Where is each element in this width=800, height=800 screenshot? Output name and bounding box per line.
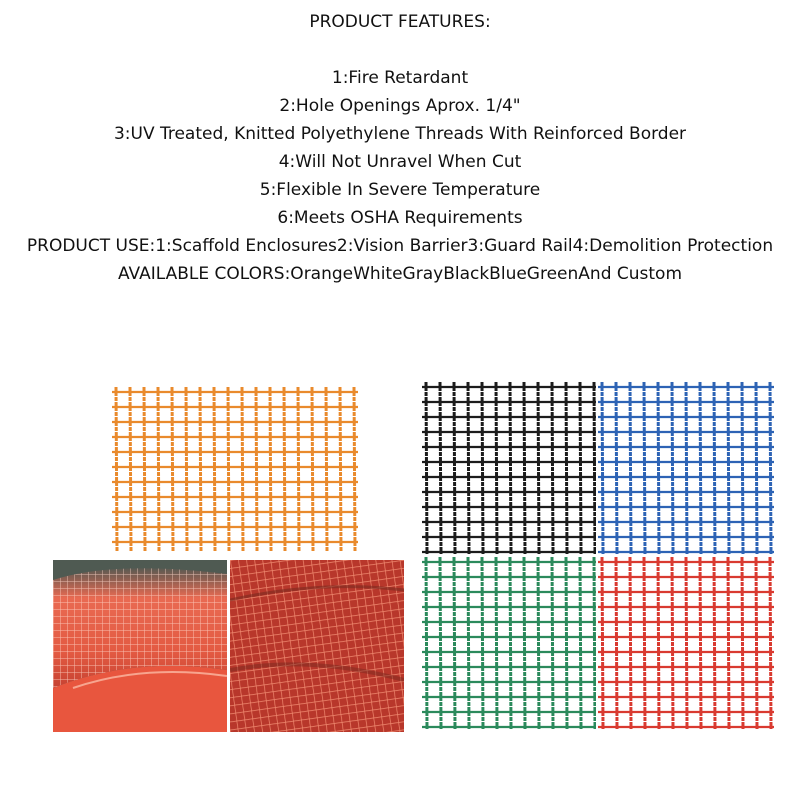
orange-mesh-image (112, 387, 358, 552)
rolled-red-mesh-photo (53, 560, 227, 732)
feature-item: 5:Flexible In Severe Temperature (259, 180, 541, 200)
feature-item: 3:UV Treated, Knitted Polyethylene Threads With Reinforced Border (113, 124, 687, 144)
black-mesh-image (422, 382, 596, 554)
green-mesh-image (422, 557, 596, 729)
feature-item: 6:Meets OSHA Requirements (277, 208, 523, 228)
red-mesh-image (598, 557, 774, 729)
spacer (0, 36, 800, 64)
draped-red-mesh-photo (230, 560, 404, 732)
blue-mesh-image (598, 382, 774, 554)
feature-item: 2:Hole Openings Aprox. 1/4" (279, 96, 521, 116)
features-heading: PRODUCT FEATURES: (309, 12, 491, 32)
available-colors-text: AVAILABLE COLORS:OrangeWhiteGrayBlackBlueGreenAnd Custom (117, 264, 683, 284)
feature-item: 4:Will Not Unravel When Cut (278, 152, 522, 172)
product-use-text: PRODUCT USE:1:Scaffold Enclosures2:Vision Barrier3:Guard Rail4:Demolition Protection (26, 236, 774, 256)
feature-item: 1:Fire Retardant (331, 68, 469, 88)
product-description (0, 8, 800, 288)
